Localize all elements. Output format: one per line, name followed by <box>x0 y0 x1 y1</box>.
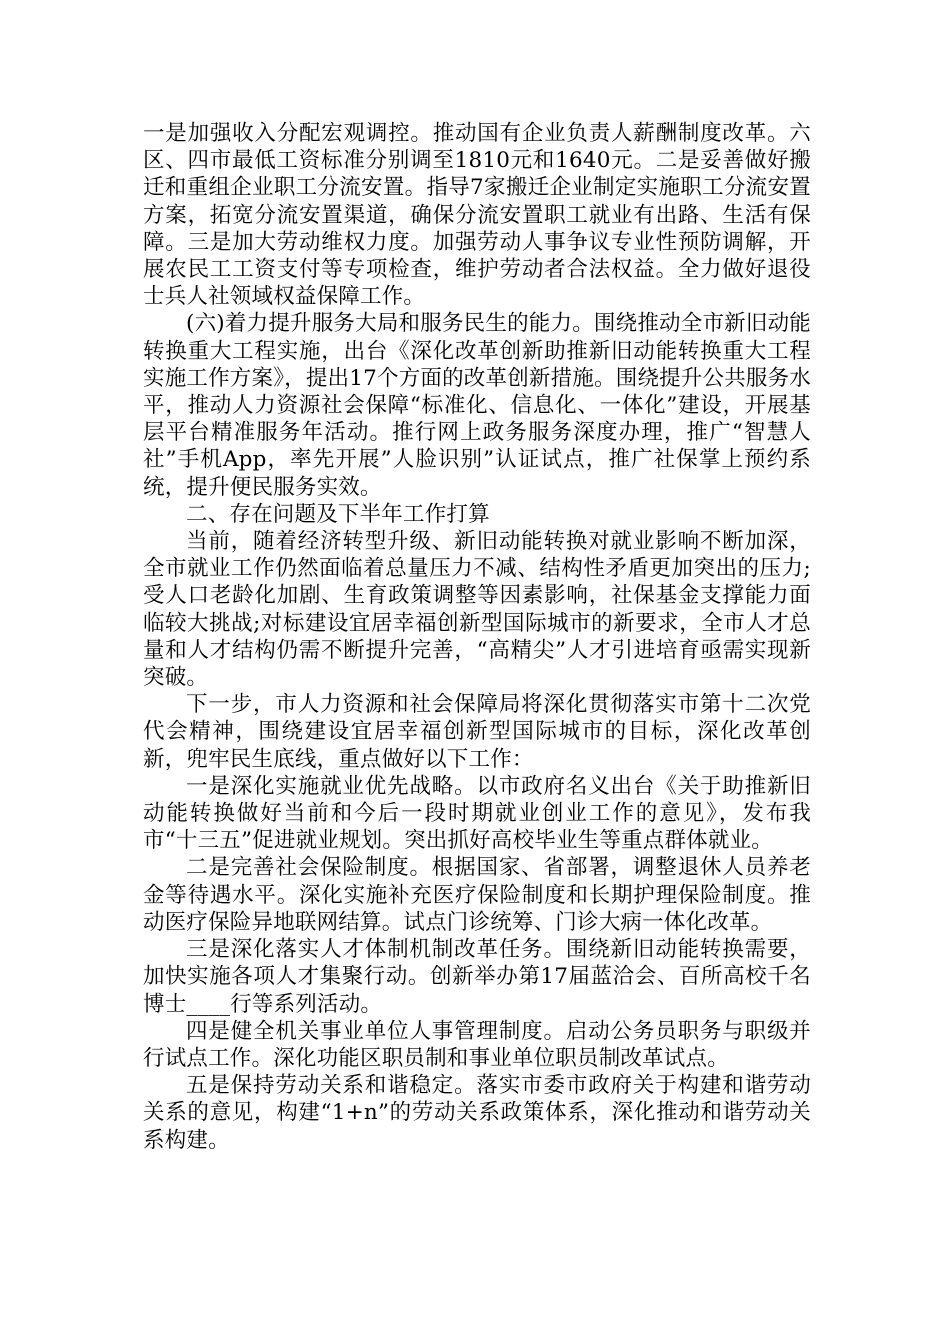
paragraph-service-capacity: (六)着力提升服务大局和服务民生的能力。围绕推动全市新旧动能转换重大工程实施，出台《深化改革创新助推新旧动能转换重大工程实施工作方案》，提出17个方面的改革创新措施。围绕提升公共服务水平，推动人力资源社会保障“标准化、信息化、一体化”建设，开展基层平台精准服务年活动。推行网上政务服务深度办理，推广“智慧人社”手机App，率先开展”人脸识别”认证试点，推广社保掌上预约系统，提升便民服务实效。 <box>143 311 812 500</box>
paragraph-personnel-management: 四是健全机关事业单位人事管理制度。启动公务员职务与职级并行试点工作。深化功能区职员制和事业单位职员制改革试点。 <box>143 1018 811 1071</box>
paragraph-talent-reform: 三是深化落实人才体制机制改革任务。围绕新旧动能转换需要，加快实施各项人才集聚行动。创新举办第17届蓝洽会、百所高校千名博士____行等系列活动。 <box>143 937 811 1017</box>
document-body <box>143 120 811 1154</box>
section-heading-problems-and-plans: 二、存在问题及下半年工作打算 <box>186 501 490 527</box>
paragraph-labor-relations: 五是保持劳动关系和谐稳定。落实市委市政府关于构建和谐劳动关系的意见，构建“1+n”的劳动关系政策体系，深化推动和谐劳动关系构建。 <box>143 1073 811 1153</box>
paragraph-next-steps: 下一步，市人力资源和社会保障局将深化贯彻落实市第十二次党代会精神，围绕建设宜居幸福创新型国际城市的目标，深化改革创新，兜牢民生底线，重点做好以下工作： <box>143 692 811 772</box>
paragraph-current-problems: 当前，随着经济转型升级、新旧动能转换对就业影响不断加深，全市就业工作仍然面临着总量压力不减、结构性矛盾更加突出的压力;受人口老龄化加剧、生育政策调整等因素影响，社保基金支撑能力面临较大挑战;对标建设宜居幸福创新型国际城市的新要求，全市人才总量和人才结构仍需不断提升完善，“高精尖”人才引进培育亟需实现新突破。 <box>143 529 811 691</box>
paragraph-employment-priority: 一是深化实施就业优先战略。以市政府名义出台《关于助推新旧动能转换做好当前和今后一段时期就业创业工作的意见》，发布我市“十三五”促进就业规划。突出抓好高校毕业生等重点群体就业。 <box>143 773 811 854</box>
paragraph-income-distribution: 一是加强收入分配宏观调控。推动国有企业负责人薪酬制度改革。六区、四市最低工资标准分别调至1810元和1640元。二是妥善做好搬迁和重组企业职工分流安置。指导7家搬迁企业制定实施职工分流安置方案，拓宽分流安置渠道，确保分流安置职工就业有出路、生活有保障。三是加大劳动维权力度。加强劳动人事争议专业性预防调解，开展农民工工资支付等专项检查，维护劳动者合法权益。全力做好退役士兵人社领域权益保障工作。 <box>143 121 811 310</box>
paragraph-social-insurance: 二是完善社会保险制度。根据国家、省部署，调整退休人员养老金等待遇水平。深化实施补充医疗保险制度和长期护理保险制度。推动医疗保险异地联网结算。试点门诊统筹、门诊大病一体化改革。 <box>143 855 811 935</box>
